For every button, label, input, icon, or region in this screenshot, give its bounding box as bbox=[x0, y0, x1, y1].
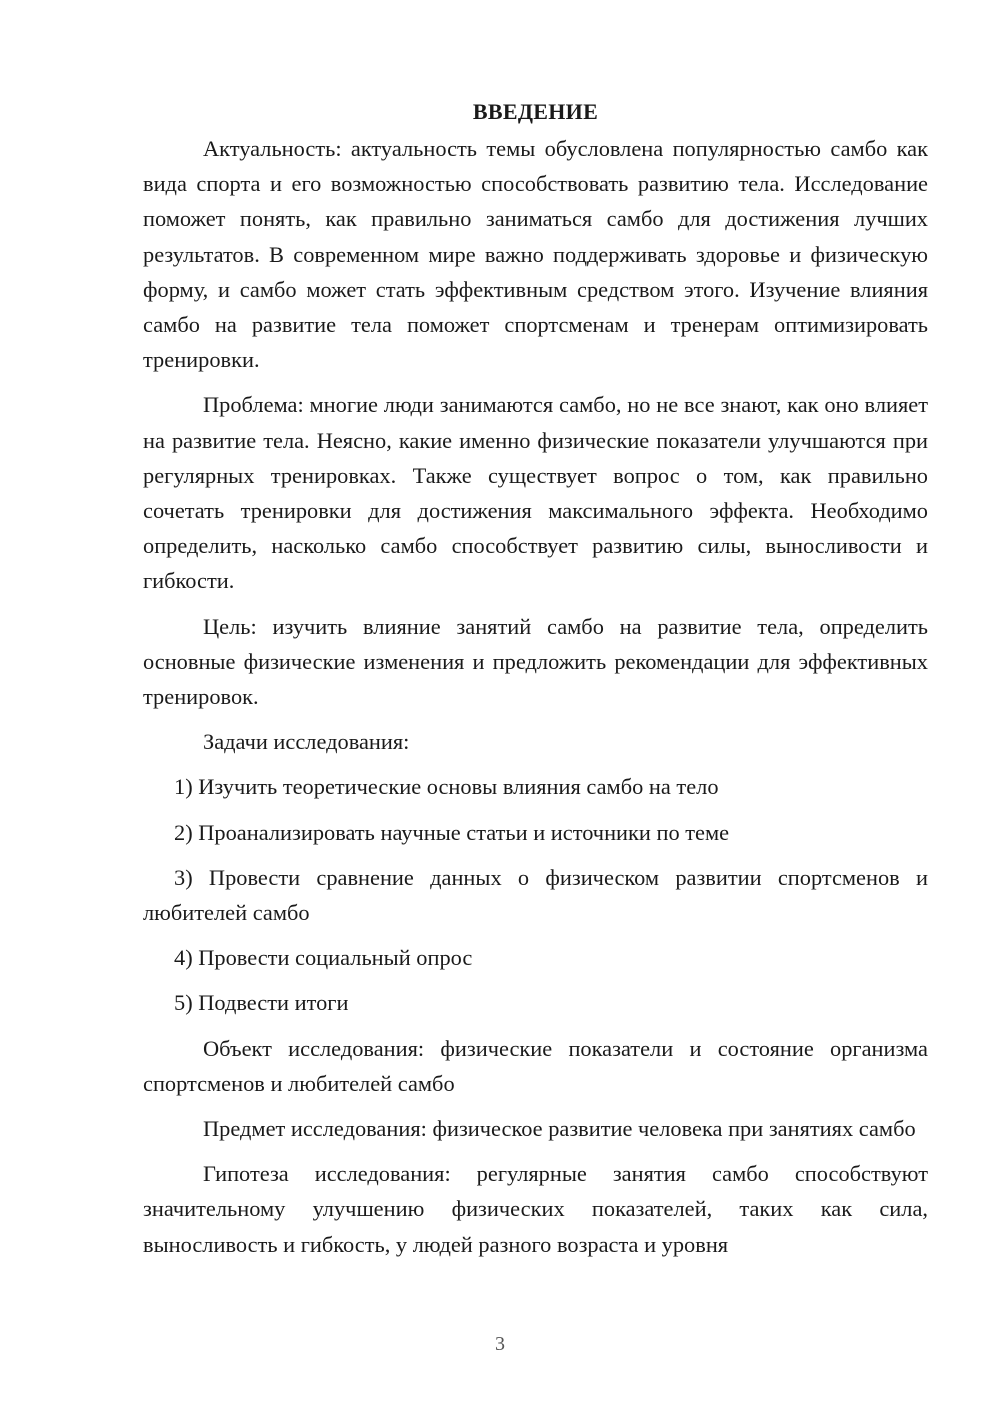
document-page bbox=[143, 94, 928, 1272]
object-paragraph: Объект исследования: физические показатели и состояние организма спортсменов и любителей самбо bbox=[143, 1035, 928, 1096]
task-item-2: 2) Проанализировать научные статьи и источники по теме bbox=[174, 819, 730, 845]
task-item-1: 1) Изучить теоретические основы влияния самбо на тело bbox=[174, 774, 719, 800]
page-number: 3 bbox=[495, 1333, 505, 1355]
task-item-4: 4) Провести социальный опрос bbox=[174, 945, 473, 971]
task-item-5: 5) Подвести итоги bbox=[174, 990, 349, 1016]
goal-paragraph: Цель: изучить влияние занятий самбо на развитие тела, определить основные физические изменения и предложить рекомендации для эффективных тренировок. bbox=[143, 613, 928, 710]
hypothesis-paragraph: Гипотеза исследования: регулярные занятия самбо способствуют значительному улучшению физических показателей, таких как сила, выносливость и гибкость, у людей разного возраста и уровня bbox=[143, 1161, 928, 1257]
tasks-list bbox=[143, 769, 928, 1020]
relevance-paragraph: Актуальность: актуальность темы обусловлена популярностью самбо как вида спорта и его возможностью способствовать развитию тела. Исследование поможет понять, как правильно заниматься самбо для достижения лучших результатов. В современном мире важно поддерживать здоровье и физическую форму, и самбо может стать эффективным средством этого. Изучение влияния самбо на развитие тела поможет спортсменам и тренерам оптимизировать тренировки. bbox=[143, 136, 928, 373]
tasks-heading: Задачи исследования: bbox=[203, 729, 410, 755]
subject-paragraph: Предмет исследования: физическое развитие человека при занятиях самбо bbox=[203, 1116, 916, 1142]
task-item-3: 3) Провести сравнение данных о физическом развитии спортсменов и любителей самбо bbox=[143, 864, 928, 926]
section-title: ВВЕДЕНИЕ bbox=[472, 99, 599, 124]
problem-paragraph: Проблема: многие люди занимаются самбо, но не все знают, как оно влияет на развитие тела. Неясно, какие именно физические показатели улучшаются при регулярных тренировках. Также существует вопрос о том, как правильно сочетать тренировки для достижения максимального эффекта. Необходимо определить, насколько самбо способствует развитию силы, выносливости и гибкости. bbox=[143, 392, 928, 594]
